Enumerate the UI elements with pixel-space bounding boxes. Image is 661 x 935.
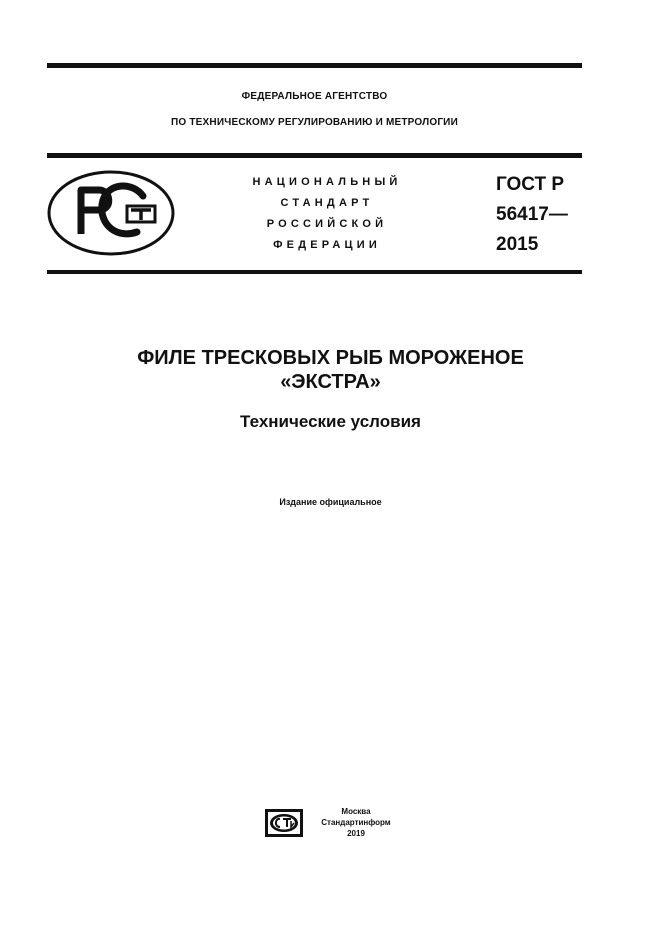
publisher-year: 2019	[347, 829, 365, 838]
agency-line-1: ФЕДЕРАЛЬНОЕ АГЕНТСТВО	[241, 91, 388, 102]
standard-type-line-3: РОССИЙСКОЙ	[266, 218, 388, 230]
standard-type-block	[232, 172, 422, 256]
edition-note: Издание официальное	[279, 497, 382, 507]
publisher-name: Стандартинформ	[321, 818, 391, 827]
standard-type-line-2: СТАНДАРТ	[280, 197, 374, 209]
standard-type-line-4: ФЕДЕРАЦИИ	[273, 239, 381, 251]
designation-line-1: ГОСТ Р	[496, 174, 565, 195]
standard-designation	[496, 170, 568, 260]
designation-line-2: 56417—	[496, 204, 568, 225]
publisher-city: Москва	[341, 807, 371, 816]
standard-type-line-1: НАЦИОНАЛЬНЫЙ	[252, 176, 402, 188]
middle-rule	[47, 153, 582, 158]
agency-line-2: ПО ТЕХНИЧЕСКОМУ РЕГУЛИРОВАНИЮ И МЕТРОЛОГИИ	[171, 117, 458, 128]
designation-line-3: 2015	[496, 234, 539, 255]
document-subtitle: Технические условия	[240, 412, 421, 431]
standartinform-logo-icon	[265, 809, 303, 837]
rst-certification-mark-icon	[47, 170, 175, 256]
document-title-line-1: ФИЛЕ ТРЕСКОВЫХ РЫБ МОРОЖЕНОЕ	[137, 347, 524, 369]
publisher-block	[310, 806, 402, 839]
document-title-line-2: «ЭКСТРА»	[280, 371, 381, 393]
top-rule	[47, 63, 582, 68]
bottom-rule	[47, 270, 582, 274]
